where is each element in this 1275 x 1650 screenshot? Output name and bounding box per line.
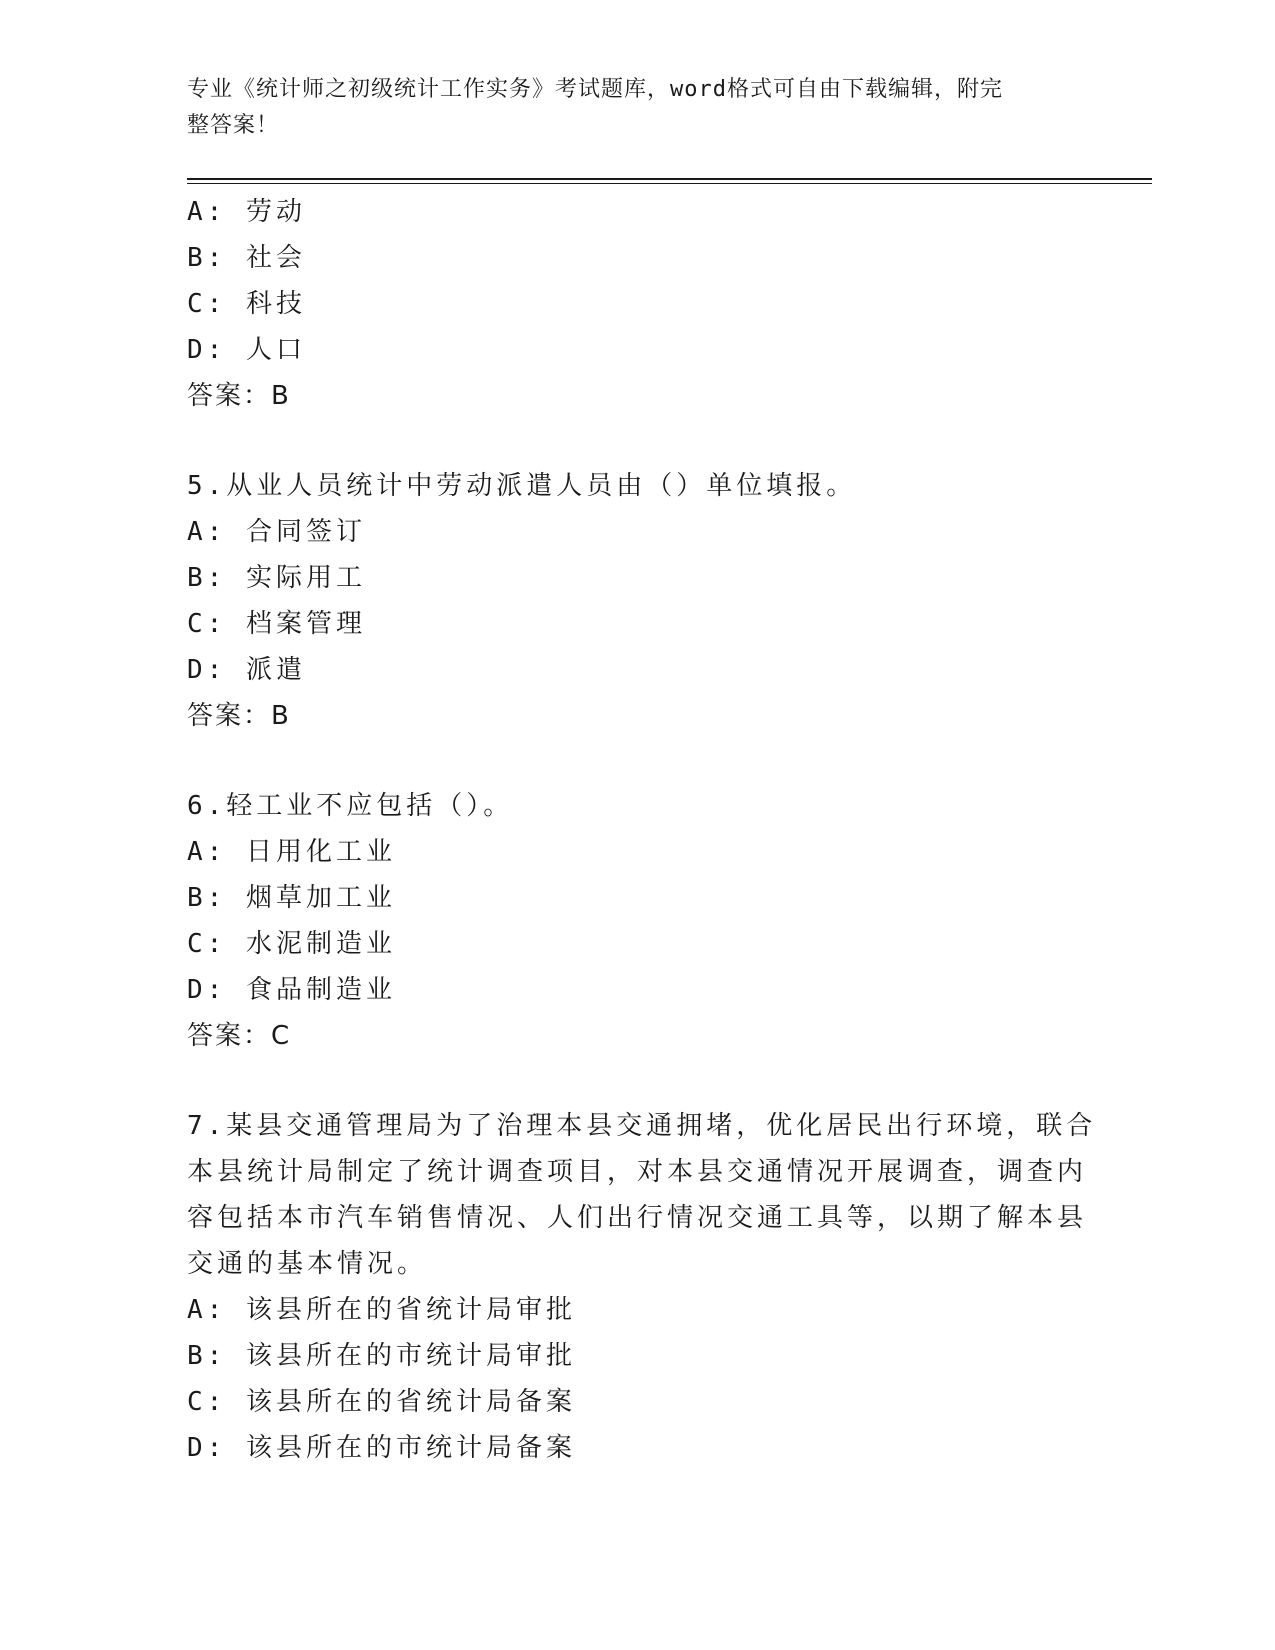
- header-divider-thin: [187, 183, 1152, 184]
- question-list: [187, 189, 1097, 1471]
- question-stem: 5.从业人员统计中劳动派遣人员由（）单位填报。: [187, 471, 857, 501]
- header-line-1: 专业《统计师之初级统计工作实务》考试题库，word格式可自由下载编辑，附完: [187, 77, 1003, 102]
- option-a: A: 日用化工业: [187, 837, 396, 867]
- answer-label: 答案：C: [187, 1021, 292, 1051]
- option-d: D: 派遣: [187, 655, 306, 685]
- spacer: [187, 1059, 1067, 1103]
- question-6: [187, 783, 1067, 1059]
- spacer: [187, 419, 1067, 463]
- question-stem-line-4: 交通的基本情况。: [187, 1249, 428, 1279]
- option-b: B: 该县所在的市统计局审批: [187, 1341, 576, 1371]
- option-d: D: 该县所在的市统计局备案: [187, 1433, 576, 1463]
- question-stem-line-3: 容包括本市汽车销售情况、人们出行情况交通工具等，以期了解本县: [187, 1203, 1088, 1233]
- header-line-2: 整答案！: [187, 113, 280, 138]
- option-c: C: 该县所在的省统计局备案: [187, 1387, 576, 1417]
- option-b: B: 烟草加工业: [187, 883, 396, 913]
- document-header: [187, 72, 1067, 144]
- header-divider-thick: [187, 178, 1152, 180]
- option-a: A: 劳动: [187, 197, 306, 227]
- question-stem-line-2: 本县统计局制定了统计调查项目，对本县交通情况开展调查，调查内: [187, 1157, 1088, 1187]
- question-5: [187, 463, 1067, 739]
- option-b: B: 实际用工: [187, 563, 366, 593]
- spacer: [187, 739, 1067, 783]
- option-c: C: 水泥制造业: [187, 929, 396, 959]
- answer-label: 答案：B: [187, 701, 291, 731]
- option-c: C: 档案管理: [187, 609, 366, 639]
- option-d: D: 食品制造业: [187, 975, 396, 1005]
- question-stem: 6.轻工业不应包括（）。: [187, 791, 514, 821]
- question-stem-line-1: 7.某县交通管理局为了治理本县交通拥堵，优化居民出行环境，联合: [187, 1111, 1097, 1141]
- option-d: D: 人口: [187, 335, 306, 365]
- answer-label: 答案：B: [187, 381, 291, 411]
- option-c: C: 科技: [187, 289, 306, 319]
- option-a: A: 合同签订: [187, 517, 366, 547]
- question-4: [187, 189, 1067, 419]
- option-b: B: 社会: [187, 243, 306, 273]
- option-a: A: 该县所在的省统计局审批: [187, 1295, 576, 1325]
- question-7: [187, 1103, 1097, 1471]
